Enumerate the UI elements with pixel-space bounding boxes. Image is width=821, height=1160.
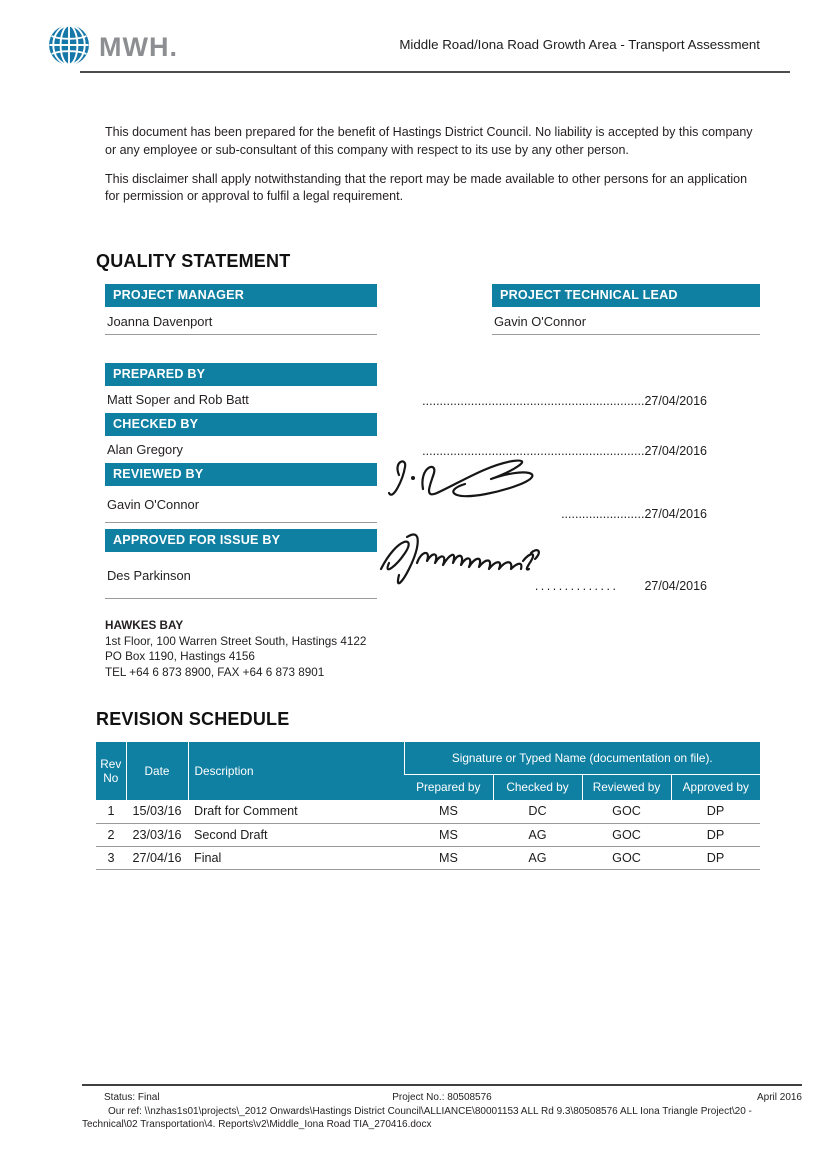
signoff-block — [105, 363, 707, 599]
col-header-description: Description — [188, 742, 404, 800]
cell-reviewed-by: GOC — [582, 846, 671, 869]
office-name: HAWKES BAY — [105, 619, 184, 632]
office-address-line1: 1st Floor, 100 Warren Street South, Hastings 4122 — [105, 634, 367, 648]
revision-table-body — [96, 800, 760, 869]
cell-checked-by: AG — [493, 823, 582, 846]
col-header-reviewed-by: Reviewed by — [582, 774, 671, 800]
disclaimer-paragraph-2: This disclaimer shall apply notwithstanding that the report may be made available to other persons for an application for permission or approval to fulfil a legal requirement. — [105, 171, 748, 204]
office-address-block — [105, 618, 366, 680]
col-header-signature-group: Signature or Typed Name (documentation on file). — [404, 742, 760, 774]
signoff-prepared-by — [105, 363, 707, 413]
cell-description: Final — [188, 846, 404, 869]
revision-schedule-heading: REVISION SCHEDULE — [96, 709, 290, 729]
cell-date: 27/04/16 — [126, 846, 188, 869]
col-header-checked-by: Checked by — [493, 774, 582, 800]
cell-rev-no: 2 — [96, 823, 126, 846]
dotted-leader: ................................................................ — [422, 394, 645, 408]
header-rule — [80, 71, 790, 73]
footer-issue-date: April 2016 — [756, 1092, 802, 1103]
prepared-by-name: Matt Soper and Rob Batt — [107, 392, 249, 407]
quality-statement-heading: QUALITY STATEMENT — [96, 251, 291, 271]
footer-reference — [82, 1105, 802, 1132]
mwh-globe-icon — [48, 24, 90, 71]
checked-by-label: CHECKED BY — [105, 413, 377, 436]
col-header-approved-by: Approved by — [671, 774, 760, 800]
project-manager-block — [105, 284, 377, 335]
cell-prepared-by: MS — [404, 846, 493, 869]
cell-prepared-by: MS — [404, 800, 493, 823]
footer-status: Status: Final — [104, 1092, 160, 1103]
cell-reviewed-by: GOC — [582, 823, 671, 846]
reviewed-by-dateline — [377, 507, 707, 523]
prepared-by-date: 27/04/2016 — [644, 394, 707, 408]
cell-date: 15/03/16 — [126, 800, 188, 823]
office-phone: TEL +64 6 873 8900, FAX +64 6 873 8901 — [105, 665, 325, 679]
cell-checked-by: DC — [493, 800, 582, 823]
project-manager-name: Joanna Davenport — [105, 307, 377, 335]
disclaimer — [105, 124, 765, 206]
table-row — [96, 823, 760, 846]
reviewed-by-label: REVIEWED BY — [105, 463, 377, 486]
project-manager-label: PROJECT MANAGER — [105, 284, 377, 307]
approved-by-label: APPROVED FOR ISSUE BY — [105, 529, 377, 552]
footer-status-line — [82, 1092, 802, 1105]
quality-roles — [105, 284, 760, 335]
cell-checked-by: AG — [493, 846, 582, 869]
prepared-by-dateline — [377, 394, 707, 413]
approved-by-name: Des Parkinson — [105, 552, 377, 599]
cell-approved-by: DP — [671, 800, 760, 823]
footer-project-no: Project No.: 80508576 — [392, 1092, 492, 1103]
approved-by-dateline — [377, 579, 707, 599]
cell-description: Draft for Comment — [188, 800, 404, 823]
col-header-rev-no: Rev No — [96, 742, 126, 800]
dotted-leader: .............. — [534, 579, 619, 593]
footer-reference-line2: Technical\02 Transportation\4. Reports\v2\Middle_Iona Road TIA_270416.docx — [82, 1119, 432, 1131]
project-technical-lead-block — [492, 284, 760, 335]
brand-wordmark: MWH. — [99, 32, 178, 62]
office-address-line2: PO Box 1190, Hastings 4156 — [105, 650, 255, 664]
project-technical-lead-label: PROJECT TECHNICAL LEAD — [492, 284, 760, 307]
brand — [48, 24, 178, 71]
dotted-leader: ........................ — [561, 507, 645, 521]
cell-reviewed-by: GOC — [582, 800, 671, 823]
table-row — [96, 800, 760, 823]
reviewed-by-name: Gavin O'Connor — [105, 486, 377, 523]
table-row — [96, 846, 760, 869]
document-title: Middle Road/Iona Road Growth Area - Transport Assessment — [399, 37, 760, 52]
prepared-by-label: PREPARED BY — [105, 363, 377, 386]
approved-by-date: 27/04/2016 — [644, 579, 707, 593]
col-header-prepared-by: Prepared by — [404, 774, 493, 800]
cell-prepared-by: MS — [404, 823, 493, 846]
cell-description: Second Draft — [188, 823, 404, 846]
signoff-checked-by — [105, 413, 707, 463]
footer-reference-line1: Our ref: \\nzhas1s01\projects\_2012 Onwards\Hastings District Council\ALLIANCE\80001153 ALL Rd 9.3\80508576 ALL Iona Triangle Project\20 - — [108, 1106, 752, 1117]
cell-rev-no: 3 — [96, 846, 126, 869]
cell-rev-no: 1 — [96, 800, 126, 823]
disclaimer-paragraph-1: This document has been prepared for the benefit of Hastings District Council. No liability is accepted by this company or any employee or sub-consultant of this company with respect to its use by any other person. — [105, 125, 753, 157]
checked-by-dateline — [377, 444, 707, 463]
checked-by-date: 27/04/2016 — [644, 444, 707, 458]
reviewed-by-date: 27/04/2016 — [644, 507, 707, 521]
cell-date: 23/03/16 — [126, 823, 188, 846]
cell-approved-by: DP — [671, 823, 760, 846]
revision-schedule-table — [96, 742, 760, 870]
revision-table-header — [96, 742, 760, 800]
project-technical-lead-name: Gavin O'Connor — [492, 307, 760, 335]
col-header-date: Date — [126, 742, 188, 800]
checked-by-name: Alan Gregory — [107, 442, 183, 457]
signoff-approved-by — [105, 529, 707, 599]
dotted-leader: ................................................................ — [422, 444, 645, 458]
cell-approved-by: DP — [671, 846, 760, 869]
footer-rule — [82, 1084, 802, 1086]
signoff-reviewed-by — [105, 463, 707, 523]
